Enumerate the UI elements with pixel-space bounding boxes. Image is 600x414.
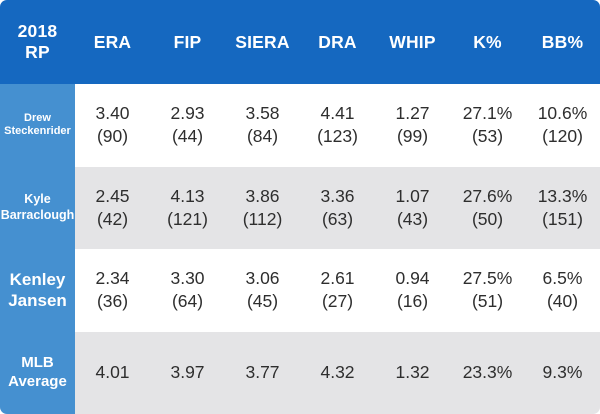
stat-rank: (40) bbox=[546, 291, 579, 312]
player-last-name: Steckenrider bbox=[4, 125, 71, 138]
stat-cell bbox=[300, 332, 375, 414]
stat-cell bbox=[450, 167, 525, 250]
stat-rank: (43) bbox=[396, 208, 429, 229]
stat-rank: (16) bbox=[396, 291, 429, 312]
row-label-line2: Average bbox=[8, 372, 67, 390]
stat-value: 3.40 bbox=[95, 103, 130, 124]
stat-cell bbox=[150, 332, 225, 414]
stat-value: 1.07 bbox=[395, 185, 430, 206]
header-cell-dra: DRA bbox=[300, 0, 375, 84]
stat-rank: (63) bbox=[321, 208, 354, 229]
stat-value: 4.01 bbox=[95, 362, 130, 383]
row-header-mlb-average bbox=[0, 332, 75, 414]
header-cell-k-pct: K% bbox=[450, 0, 525, 84]
stat-value: 4.32 bbox=[320, 362, 355, 383]
player-first-name: Kenley bbox=[9, 270, 66, 289]
stat-rank: (123) bbox=[317, 126, 358, 147]
stat-cell bbox=[75, 249, 150, 332]
stat-cell bbox=[450, 249, 525, 332]
stat-value: 2.45 bbox=[95, 185, 130, 206]
stat-cell bbox=[525, 249, 600, 332]
stat-cell bbox=[225, 84, 300, 167]
stat-value: 3.58 bbox=[245, 103, 280, 124]
stat-rank: (121) bbox=[167, 208, 208, 229]
stat-rank: (90) bbox=[96, 126, 129, 147]
stat-cell bbox=[525, 167, 600, 250]
stat-value: 3.97 bbox=[170, 362, 205, 383]
stat-rank: (112) bbox=[242, 208, 283, 229]
stat-value: 3.77 bbox=[245, 362, 280, 383]
stat-value: 2.34 bbox=[95, 268, 130, 289]
stat-cell bbox=[375, 84, 450, 167]
stat-value: 9.3% bbox=[542, 362, 583, 383]
stat-rank: (42) bbox=[96, 208, 129, 229]
stat-value: 10.6% bbox=[537, 103, 588, 124]
stat-rank: (36) bbox=[96, 291, 129, 312]
stat-cell bbox=[375, 167, 450, 250]
player-first-name: Kyle bbox=[24, 192, 51, 207]
stat-cell bbox=[450, 84, 525, 167]
stat-value: 6.5% bbox=[542, 268, 583, 289]
stat-cell bbox=[300, 167, 375, 250]
stat-cell bbox=[150, 249, 225, 332]
row-header-kenley-jansen bbox=[0, 249, 75, 332]
stat-rank: (51) bbox=[471, 291, 504, 312]
stat-value: 27.6% bbox=[462, 185, 513, 206]
stat-value: 4.41 bbox=[320, 103, 355, 124]
player-last-name: Barraclough bbox=[0, 207, 75, 222]
corner-header-line2: RP bbox=[25, 42, 50, 62]
stat-value: 0.94 bbox=[395, 268, 430, 289]
row-header-kyle-barraclough bbox=[0, 167, 75, 250]
stat-value: 2.61 bbox=[320, 268, 355, 289]
stat-value: 1.32 bbox=[395, 362, 430, 383]
stat-rank: (120) bbox=[542, 126, 583, 147]
stat-value: 2.93 bbox=[170, 103, 205, 124]
stat-value: 1.27 bbox=[395, 103, 430, 124]
header-cell-whip: WHIP bbox=[375, 0, 450, 84]
header-cell-fip: FIP bbox=[150, 0, 225, 84]
stat-value: 3.30 bbox=[170, 268, 205, 289]
stat-value: 3.06 bbox=[245, 268, 280, 289]
row-label-line1: MLB bbox=[21, 354, 54, 371]
stat-rank: (50) bbox=[471, 208, 504, 229]
stat-rank: (44) bbox=[171, 126, 204, 147]
stat-cell bbox=[75, 167, 150, 250]
stat-cell bbox=[300, 84, 375, 167]
stat-value: 27.5% bbox=[462, 268, 513, 289]
stat-value: 23.3% bbox=[462, 362, 513, 383]
stat-cell bbox=[450, 332, 525, 414]
stat-cell bbox=[225, 332, 300, 414]
stat-rank: (151) bbox=[542, 208, 583, 229]
stat-rank: (64) bbox=[171, 291, 204, 312]
stat-cell bbox=[225, 249, 300, 332]
stat-cell bbox=[525, 84, 600, 167]
stat-rank: (84) bbox=[246, 126, 279, 147]
header-cell-siera: SIERA bbox=[225, 0, 300, 84]
stat-value: 27.1% bbox=[462, 103, 513, 124]
corner-header-line1: 2018 bbox=[17, 21, 58, 41]
stat-cell bbox=[300, 249, 375, 332]
stat-cell bbox=[375, 249, 450, 332]
stat-value: 13.3% bbox=[537, 185, 588, 206]
stat-cell bbox=[225, 167, 300, 250]
stat-value: 4.13 bbox=[170, 185, 205, 206]
corner-header-2018-rp bbox=[0, 0, 75, 84]
stat-rank: (45) bbox=[246, 291, 279, 312]
stat-rank: (27) bbox=[321, 291, 354, 312]
stat-cell bbox=[375, 332, 450, 414]
header-cell-era: ERA bbox=[75, 0, 150, 84]
stat-cell bbox=[150, 84, 225, 167]
header-cell-bb-pct: BB% bbox=[525, 0, 600, 84]
stat-cell bbox=[75, 332, 150, 414]
player-first-name: Drew bbox=[24, 111, 51, 124]
stat-rank: (99) bbox=[396, 126, 429, 147]
stat-cell bbox=[150, 167, 225, 250]
stat-value: 3.86 bbox=[245, 185, 280, 206]
stat-cell bbox=[525, 332, 600, 414]
row-header-drew-steckenrider bbox=[0, 84, 75, 167]
player-last-name: Jansen bbox=[8, 291, 67, 311]
stat-value: 3.36 bbox=[320, 185, 355, 206]
stat-cell bbox=[75, 84, 150, 167]
stat-rank: (53) bbox=[471, 126, 504, 147]
